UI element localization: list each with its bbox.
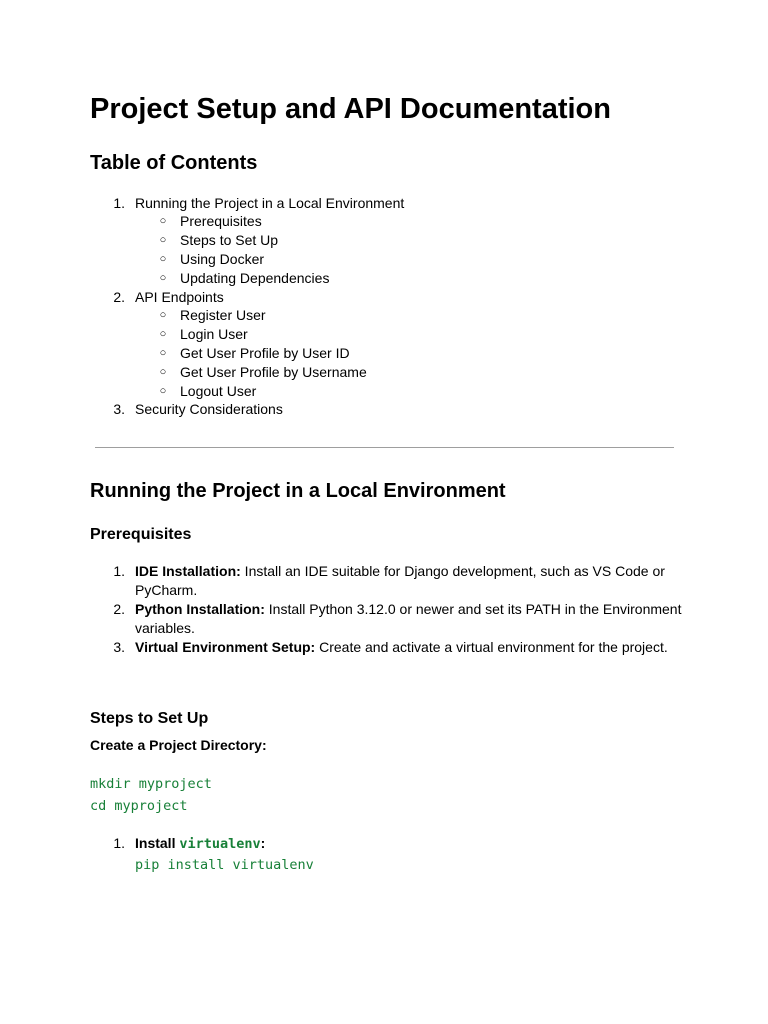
prereq-item-ide [135,562,665,580]
subsection-heading-steps: Steps to Set Up [90,710,209,727]
hollow-bullet-icon: ○ [159,234,167,246]
prereq-item-text: Create and activate a virtual environment for the project. [315,639,668,655]
hollow-bullet-icon: ○ [159,215,167,227]
toc-subitem-prerequisites[interactable]: Prerequisites [180,213,262,229]
step-item-number: 1. [113,835,125,851]
toc-subitem-steps-to-set-up[interactable]: Steps to Set Up [180,232,279,248]
prereq-item-number: 3. [113,639,125,655]
create-directory-label: Create a Project Directory: [90,737,267,753]
document-title: Project Setup and API Documentation [90,93,611,125]
prereq-item-bold-label: IDE Installation: [135,563,241,579]
hollow-bullet-icon: ○ [159,328,167,340]
toc-subitem-login-user[interactable]: Login User [180,326,248,342]
hollow-bullet-icon: ○ [159,366,167,378]
prereq-item-text-continued: PyCharm. [135,582,198,598]
prereq-item-virtualenv [135,638,668,656]
toc-subitem-profile-by-username[interactable]: Get User Profile by Username [180,364,367,380]
toc-subitem-register-user[interactable]: Register User [180,307,266,323]
hollow-bullet-icon: ○ [159,272,167,284]
prereq-item-text: Install an IDE suitable for Django development, such as VS Code or [240,563,665,579]
toc-item-number: 1. [113,195,125,211]
toc-item-security-considerations[interactable]: Security Considerations [135,401,283,417]
prereq-item-number: 2. [113,601,125,617]
toc-item-running-project[interactable]: Running the Project in a Local Environment [135,195,405,211]
toc-item-number: 3. [113,401,125,417]
toc-subitem-updating-dependencies[interactable]: Updating Dependencies [180,270,330,286]
inline-code: virtualenv [179,836,261,852]
toc-item-number: 2. [113,289,125,305]
toc-subitem-using-docker[interactable]: Using Docker [180,251,265,267]
toc-subitem-logout-user[interactable]: Logout User [180,383,257,399]
hollow-bullet-icon: ○ [159,347,167,359]
prereq-item-text-continued: variables. [135,620,195,636]
step-item-install-virtualenv [135,834,265,853]
hollow-bullet-icon: ○ [159,253,167,265]
section-heading-running-project: Running the Project in a Local Environment [90,480,506,502]
toc-heading: Table of Contents [90,152,258,174]
prereq-item-bold-label: Python Installation: [135,601,265,617]
horizontal-divider [95,447,674,448]
code-line: mkdir myproject [90,776,212,792]
toc-subitem-profile-by-id[interactable]: Get User Profile by User ID [180,345,350,361]
step-item-label-prefix: Install [135,835,180,851]
step-item-label-suffix: : [260,835,266,851]
prereq-item-bold-label: Virtual Environment Setup: [135,639,316,655]
prereq-item-text: Install Python 3.12.0 or newer and set its PATH in the Environment [264,601,682,617]
toc-item-api-endpoints[interactable]: API Endpoints [135,289,224,305]
prereq-item-python [135,600,681,618]
code-line: pip install virtualenv [135,857,314,873]
hollow-bullet-icon: ○ [159,309,167,321]
hollow-bullet-icon: ○ [159,385,167,397]
code-line: cd myproject [90,798,188,814]
prereq-item-number: 1. [113,563,125,579]
subsection-heading-prerequisites: Prerequisites [90,526,192,543]
